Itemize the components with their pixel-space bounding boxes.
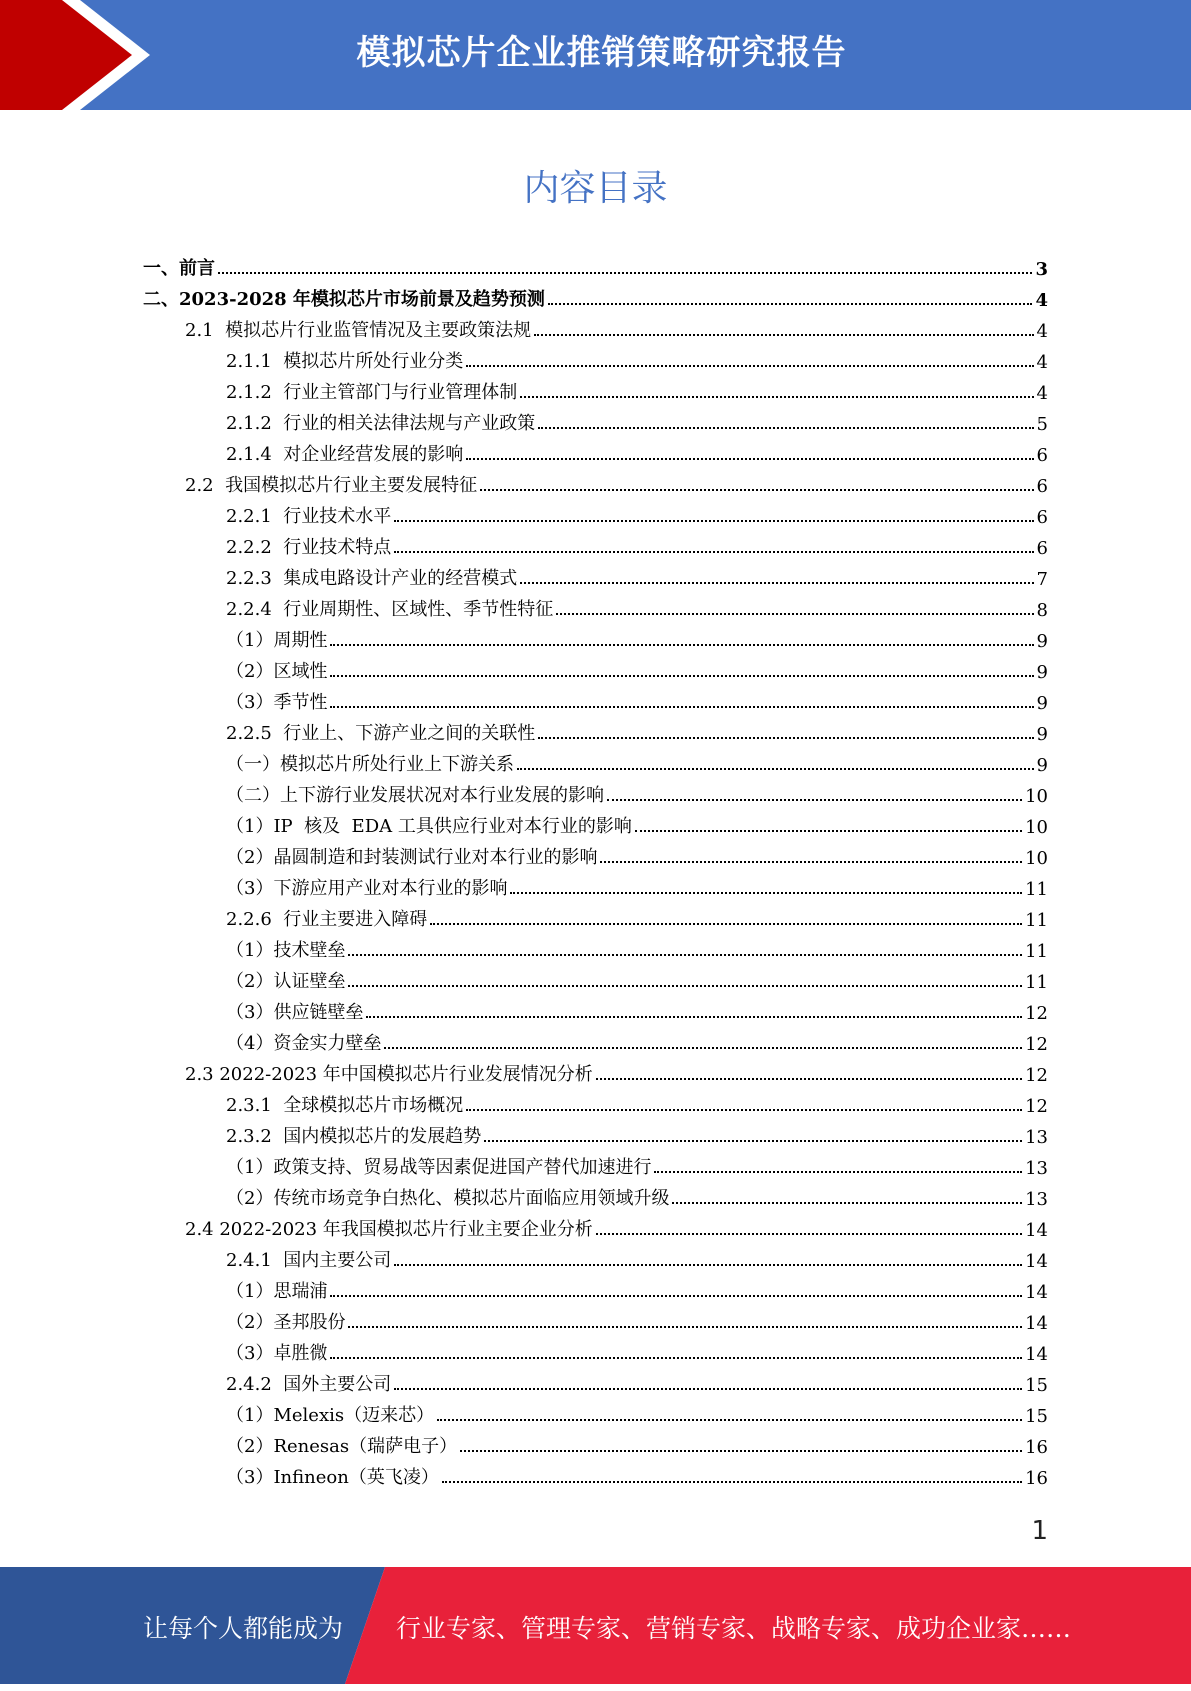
toc-entry[interactable]: 2.1.2 行业主管部门与行业管理体制 4	[226, 382, 1048, 404]
toc-entry[interactable]: 2.1 模拟芯片行业监管情况及主要政策法规 4	[185, 320, 1048, 342]
toc-entry[interactable]: （2）区域性 9	[226, 661, 1048, 683]
toc-entry[interactable]: 2.3 2022-2023 年中国模拟芯片行业发展情况分析 12	[185, 1064, 1048, 1086]
toc-entry[interactable]: （1）Melexis（迈来芯） 15	[226, 1405, 1048, 1427]
toc-entry[interactable]: （2）晶圆制造和封装测试行业对本行业的影响 10	[226, 847, 1048, 869]
toc-entry[interactable]: 2.2.4 行业周期性、区域性、季节性特征 8	[226, 599, 1048, 621]
page-number: 1	[1031, 1516, 1048, 1546]
page-header	[0, 0, 1191, 110]
toc-entry[interactable]: 一、前言 3	[143, 258, 1048, 280]
toc-heading: 内容目录	[523, 168, 668, 209]
toc-entry[interactable]: 2.2.3 集成电路设计产业的经营模式 7	[226, 568, 1048, 590]
toc-entry[interactable]: （2）认证壁垒 11	[226, 971, 1048, 993]
toc-entry[interactable]: 2.2.2 行业技术特点 6	[226, 537, 1048, 559]
toc-entry[interactable]: 2.2.5 行业上、下游产业之间的关联性 9	[226, 723, 1048, 745]
footer-slogan-right: 行业专家、管理专家、营销专家、战略专家、成功企业家……	[396, 1614, 1072, 1643]
toc-entry[interactable]: （3）下游应用产业对本行业的影响 11	[226, 878, 1048, 900]
toc-entry[interactable]: （1）IP 核及 EDA 工具供应行业对本行业的影响 10	[226, 816, 1048, 838]
toc-entry[interactable]: 2.1.2 行业的相关法律法规与产业政策 5	[226, 413, 1048, 435]
toc-entry[interactable]: （1）周期性 9	[226, 630, 1048, 652]
toc-entry[interactable]: 2.2 我国模拟芯片行业主要发展特征 6	[185, 475, 1048, 497]
toc-entry[interactable]: 2.4.2 国外主要公司 15	[226, 1374, 1048, 1396]
toc-entry[interactable]: （3）季节性 9	[226, 692, 1048, 714]
footer-slogan-left: 让每个人都能成为	[143, 1614, 344, 1643]
toc-entry[interactable]: （3）供应链壁垒 12	[226, 1002, 1048, 1024]
toc-entry[interactable]: （1）技术壁垒 11	[226, 940, 1048, 962]
toc-entry[interactable]: （3）Infineon（英飞凌） 16	[226, 1467, 1048, 1489]
toc-entry[interactable]: （2）圣邦股份 14	[226, 1312, 1048, 1334]
toc-entry[interactable]: （2）Renesas（瑞萨电子） 16	[226, 1436, 1048, 1458]
toc-entry[interactable]: 2.3.1 全球模拟芯片市场概况 12	[226, 1095, 1048, 1117]
toc-entry[interactable]: （2）传统市场竞争白热化、模拟芯片面临应用领域升级 13	[226, 1188, 1048, 1210]
toc-entry[interactable]: 2.4.1 国内主要公司 14	[226, 1250, 1048, 1272]
toc-entry[interactable]: （1）政策支持、贸易战等因素促进国产替代加速进行 13	[226, 1157, 1048, 1179]
toc-entry[interactable]: （一）模拟芯片所处行业上下游关系 9	[226, 754, 1048, 776]
toc-entry[interactable]: （3）卓胜微 14	[226, 1343, 1048, 1365]
toc-entry[interactable]: 2.2.6 行业主要进入障碍 11	[226, 909, 1048, 931]
page-footer	[0, 1567, 1191, 1684]
toc-entry[interactable]: 2.4 2022-2023 年我国模拟芯片行业主要企业分析 14	[185, 1219, 1048, 1241]
report-title: 模拟芯片企业推销策略研究报告	[356, 33, 847, 73]
toc-entry[interactable]: （二）上下游行业发展状况对本行业发展的影响 10	[226, 785, 1048, 807]
toc-entry[interactable]: 2.1.4 对企业经营发展的影响 6	[226, 444, 1048, 466]
toc-entry[interactable]: （1）思瑞浦 14	[226, 1281, 1048, 1303]
toc-entry[interactable]: 2.1.1 模拟芯片所处行业分类 4	[226, 351, 1048, 373]
toc-entry[interactable]: （4）资金实力壁垒 12	[226, 1033, 1048, 1055]
toc-entry[interactable]: 二、2023-2028 年模拟芯片市场前景及趋势预测 4	[143, 289, 1048, 311]
toc-entry[interactable]: 2.2.1 行业技术水平 6	[226, 506, 1048, 528]
toc-entry[interactable]: 2.3.2 国内模拟芯片的发展趋势 13	[226, 1126, 1048, 1148]
